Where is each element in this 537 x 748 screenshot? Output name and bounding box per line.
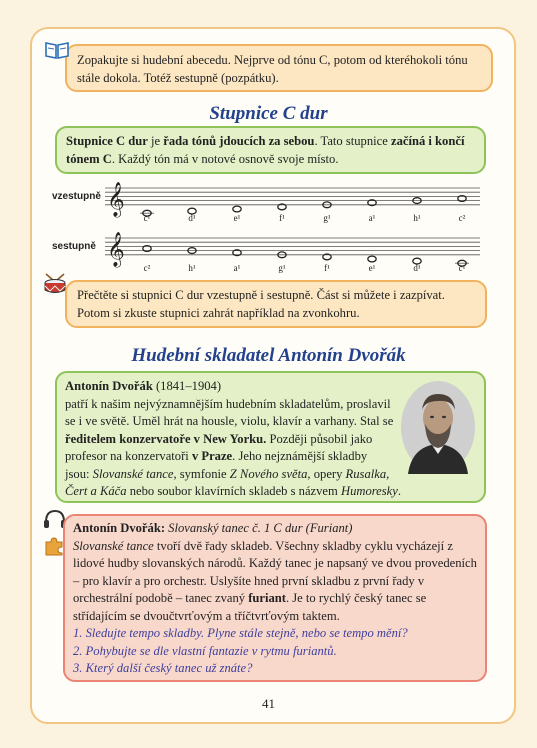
- text-part: je: [147, 134, 164, 148]
- work-title: Humoresky: [340, 484, 398, 498]
- term-begin-end: začíná i končí tónem C: [66, 134, 465, 166]
- reminder-text: Zopakujte si hudební abecedu. Nejprve od tónu C, potom od kteréhokoli tónu stále dokola. Totéž sestupně (pozpátku).: [77, 53, 468, 85]
- staff-label-up: vzestupně: [52, 191, 101, 202]
- puzzle-icon: [44, 536, 64, 556]
- text-part: . Každý tón má v notové osnově svoje místo.: [111, 151, 339, 166]
- listening-piece: Slovanský tanec č. 1 C dur (Furiant): [165, 521, 353, 535]
- note-name-down: g¹: [278, 262, 286, 273]
- work-title: Z Nového světa: [229, 466, 308, 481]
- term-row: řada tónů jdoucích za sebou: [163, 134, 315, 148]
- music-staves: [105, 178, 485, 278]
- work-title: Slovanské tance: [73, 538, 154, 553]
- note-name-up: a¹: [368, 212, 376, 223]
- practice-box: [65, 280, 487, 328]
- work-title: Čert a Káča: [65, 484, 127, 498]
- note-name-down: c¹: [458, 262, 466, 273]
- note-name-down: c²: [143, 262, 151, 273]
- biography-box: [55, 371, 486, 503]
- section-title-scale: Stupnice C dur: [209, 103, 328, 124]
- term-scale: Stupnice C dur: [66, 134, 148, 148]
- bio-text: ,: [386, 466, 390, 481]
- bio-text: , symfonie: [173, 466, 230, 481]
- note-name-up: g¹: [323, 212, 331, 223]
- bio-text: patří k našim nejvýznamnějším hudebním skladatelům, proslavil se i ve světě. Uměl hrát na housle, violu, klavír a varhany. Stal se: [65, 396, 394, 428]
- note-name-up: c²: [458, 212, 466, 223]
- reminder-box: [65, 44, 493, 92]
- note-name-up: f¹: [279, 212, 285, 223]
- question-2: 2. Pohybujte se dle vlastní fantazie v rytmu furiantů.: [73, 643, 337, 658]
- work-title: Slovanské tance: [92, 466, 174, 481]
- book-icon: [44, 40, 70, 60]
- text-part: . Tato stupnice: [314, 134, 391, 148]
- section-title-dvorak: Hudební skladatel Antonín Dvořák: [131, 345, 406, 366]
- bio-prague: v Praze: [191, 449, 233, 463]
- bio-years: (1841–1904): [152, 379, 222, 393]
- listening-composer: Antonín Dvořák:: [73, 521, 166, 535]
- scale-definition-box: [55, 126, 486, 174]
- bio-text: nebo soubor klavírních skladeb s názvem: [126, 484, 341, 498]
- treble-clef-icon: 𝄞: [107, 181, 125, 217]
- question-3: 3. Který další český tanec už znáte?: [73, 661, 253, 675]
- note-name-down: h¹: [188, 262, 196, 273]
- bio-director: ředitelem konzervatoře v New Yorku.: [65, 431, 267, 446]
- note-name-up: c¹: [143, 212, 151, 223]
- note-name-down: e¹: [368, 262, 376, 273]
- note-name-up: d¹: [188, 212, 196, 223]
- dvorak-portrait: [400, 380, 476, 474]
- term-furiant: furiant: [248, 591, 286, 605]
- listening-box: [63, 514, 487, 682]
- listening-text: . Je to rychlý český tanec se střídajícím se dvoučtvrťovým a tříčtvrťovým taktem.: [73, 591, 427, 623]
- bio-text: , opery: [307, 466, 346, 481]
- question-1: 1. Sledujte tempo skladby. Plyne stále stejně, nebo se tempo mění?: [73, 626, 408, 640]
- page-number: 41: [262, 696, 275, 711]
- bio-text: .: [397, 484, 402, 498]
- practice-text: Přečtěte si stupnici C dur vzestupně i sestupně. Část si můžete i zazpívat. Potom si zkuste stupnici zahrát například na zvonkohru.: [77, 288, 445, 320]
- bio-text: Později působil jako profesor na konzervatoři: [65, 431, 373, 463]
- whole-note-down: [368, 256, 376, 262]
- note-name-down: d¹: [413, 262, 421, 273]
- work-title: Rusalka: [345, 466, 387, 481]
- bio-text: . Jeho nejznámější skladby jsou:: [65, 449, 368, 481]
- note-name-up: h¹: [413, 212, 421, 223]
- treble-clef-icon: 𝄞: [107, 231, 125, 267]
- note-name-down: f¹: [324, 262, 330, 273]
- note-name-up: e¹: [233, 212, 241, 223]
- note-name-down: a¹: [233, 262, 241, 273]
- bio-name: Antonín Dvořák: [65, 379, 153, 393]
- whole-note-up: [233, 206, 241, 212]
- listening-text: tvoří dvě řady skladeb. Všechny skladby cyklu vycházejí z lidové hudby slovanských národů. Každý tanec je napsaný ve dvou provedeních – pro klavír a pro orchestr. Uslyšíte hned první skladbu z první řady v orchestrální podobě – tanec zvaný: [73, 538, 477, 605]
- staff-label-down: sestupně: [52, 241, 96, 252]
